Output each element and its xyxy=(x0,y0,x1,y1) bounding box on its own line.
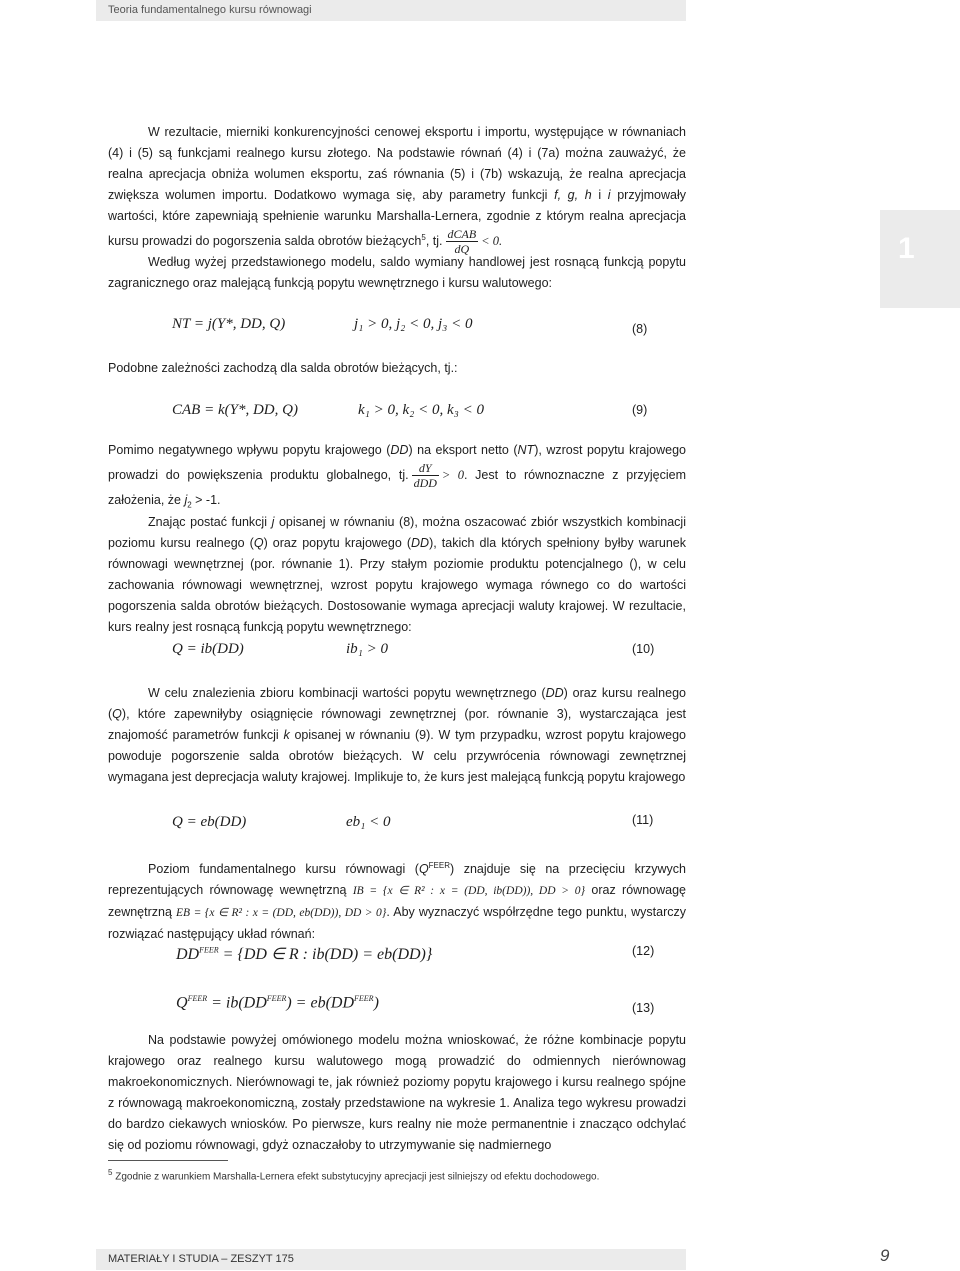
running-header: Teoria fundamentalnego kursu równowagi xyxy=(108,4,312,16)
equation-8-number: (8) xyxy=(632,322,648,336)
equation-13: $Q^{FEER} = ib(DD^{FEER}) = eb(DD^{FEER})$ xyxy=(176,994,379,1012)
paragraph-1: W rezultacie, mierniki konkurencyjności cenowej eksportu i importu, występujące w równaniach (4) i (5) są funkcjami realnego kursu złotego. Na podstawie równań (4) i (7a) można zauważyć, że realna aprecjacja obniża wolumen eksportu, zaś równania (5) i (7b) wskazują, że realna aprecjacja zwiększa wolumen importu. Dodatkowo wymaga się, aby parametry funkcji f, g, h i i przyjmowały wartości, które zapewniają spełnienie warunku Marshalla-Lernera, zgodnie z którym realna aprecjacja kursu prowadzi do pogorszenia salda obrotów bieżących$^5$, tj. $\frac{\text{dCAB}}{dQ}$ < 0. xyxy=(108,125,686,257)
paragraph-3: Podobne zależności zachodzą dla salda obrotów bieżących, tj.: xyxy=(108,361,458,375)
equation-10-conditions: ib₁ > 0 xyxy=(346,641,389,657)
fraction-dy-ddd: $\frac{dY}{\text{dDD}}$ xyxy=(413,461,437,490)
equation-10-number: (10) xyxy=(632,642,655,656)
ib-set-definition: IB = {x ∈ R² : x = (DD, ib(DD)), DD > 0} xyxy=(352,885,586,898)
equation-12-number: (12) xyxy=(632,944,655,958)
running-footer: MATERIAŁY I STUDIA – ZESZYT 175 xyxy=(108,1253,294,1265)
equation-9-conditions: k₁ > 0, k₂ < 0, k₃ < 0 xyxy=(358,402,484,418)
chapter-tab xyxy=(880,210,960,308)
equation-11-conditions: eb₁ < 0 xyxy=(346,814,391,830)
equation-9-number: (9) xyxy=(632,403,648,417)
footnote: $^5$ Zgodnie z warunkiem Marshalla-Lernera efekt substytucyjny aprecjacji jest silniejszy od efektu dochodowego. xyxy=(108,1168,600,1183)
paragraph-2: Według wyżej przedstawionego modelu, saldo wymiany handlowej jest rosnącą funkcją popytu zagranicznego oraz malejącą funkcją popytu wewnętrznego i kursu walutowego: xyxy=(108,255,686,290)
equation-8-lhs: NT = j(Y*, DD, Q) xyxy=(172,316,286,332)
equation-12: $DD^{FEER} = \{DD$ ∈ R : ib(DD) = eb(DD)} xyxy=(176,945,433,963)
paragraph-7: Poziom fundamentalnego kursu równowagi $(Q^{FEER})$ znajduje się na przecięciu krzywych reprezentujących równowagę wewnętrzną IB = {x ∈ R² : x = (DD, ib(DD)), DD > 0} oraz równowagę zewnętrzną EB = {x ∈ R² : x = (DD, eb(DD)), DD > 0}. Aby wyznaczyć współrzędne tego punktu, wystarczy rozwiązać następujący układ równań: xyxy=(108,861,687,942)
equation-11-lhs: Q = eb(DD) xyxy=(172,814,247,830)
paragraph-8: Na podstawie powyżej omówionego modelu można wnioskować, że różne kombinacje popytu krajowego oraz realnego kursu walutowego mogą prowadzić do odmiennych nierównowag makroekonomicznych. Nierównowagi te, jak również poziomy popytu krajowego i kursu realnego spójne z równowagą makroekonomiczną, zostały przedstawione na wykresie 1. Analiza tego wykresu prowadzi do bardzo ciekawych wniosków. Po pierwsze, kurs realny nie może permanentnie i znacząco odchylać się od poziomu równowagi, gdyż oznaczałoby to utrzymywanie się nadmiernego xyxy=(108,1033,686,1152)
equation-9-lhs: CAB = k(Y*, DD, Q) xyxy=(172,402,298,418)
equation-8-conditions: j₁ > 0, j₂ < 0, j₃ < 0 xyxy=(354,316,473,332)
eb-set-definition: EB = {x ∈ R² : x = (DD, eb(DD)), DD > 0} xyxy=(176,907,387,920)
page-number: 9 xyxy=(880,1246,890,1265)
equation-10-lhs: Q = ib(DD) xyxy=(172,641,244,657)
footnote-ref: 5 xyxy=(421,233,426,242)
equation-11-number: (11) xyxy=(632,813,654,827)
equation-13-number: (13) xyxy=(632,1001,655,1015)
paragraph-4: Pomimo negatywnego wpływu popytu krajowego (DD) na eksport netto (NT), wzrost popytu krajowego prowadzi do powiększenia produktu globalnego, tj. $\frac{dY}{\text{dDD}}$ > 0. Jest to równoznaczne z przyjęciem założenia, że $j_2 > -1$. xyxy=(108,443,686,510)
chapter-number: 1 xyxy=(898,232,915,265)
paragraph-5: Znając postać funkcji j opisanej w równaniu (8), można oszacować zbiór wszystkich kombinacji poziomu kursu realnego (Q) oraz popytu krajowego (DD), takich dla których spełniony byłby warunek równowagi wewnętrznej (por. równanie 1). Przy stałym poziomie produktu potencjalnego (), w celu zachowania równowagi wewnętrznej, wzrost popytu krajowego wymaga równego co do wartości pogorszenia salda obrotów bieżących. Dostosowanie wymaga aprecjacji waluty krajowej. W rezultacie, kurs realny jest rosnącą funkcją popytu wewnętrznego: xyxy=(108,515,687,634)
footnote-rule xyxy=(108,1160,228,1161)
paragraph-6: W celu znalezienia zbioru kombinacji wartości popytu wewnętrznego (DD) oraz kursu realnego (Q), które zapewniłyby osiągnięcie równowagi zewnętrznej (por. równanie 3), wystarczająca jest znajomość parametrów funkcji k opisanej w równaniu (9). W tym przypadku, wzrost popytu krajowego powoduje pogorszenie salda obrotów bieżących. W celu przywrócenia równowagi zewnętrznej wymagana jest deprecjacja waluty krajowej. Implikuje to, że kurs jest malejącą funkcją popytu krajowego xyxy=(108,686,686,784)
fraction-dcab-dq: $\frac{\text{dCAB}}{dQ}$ xyxy=(447,227,477,257)
